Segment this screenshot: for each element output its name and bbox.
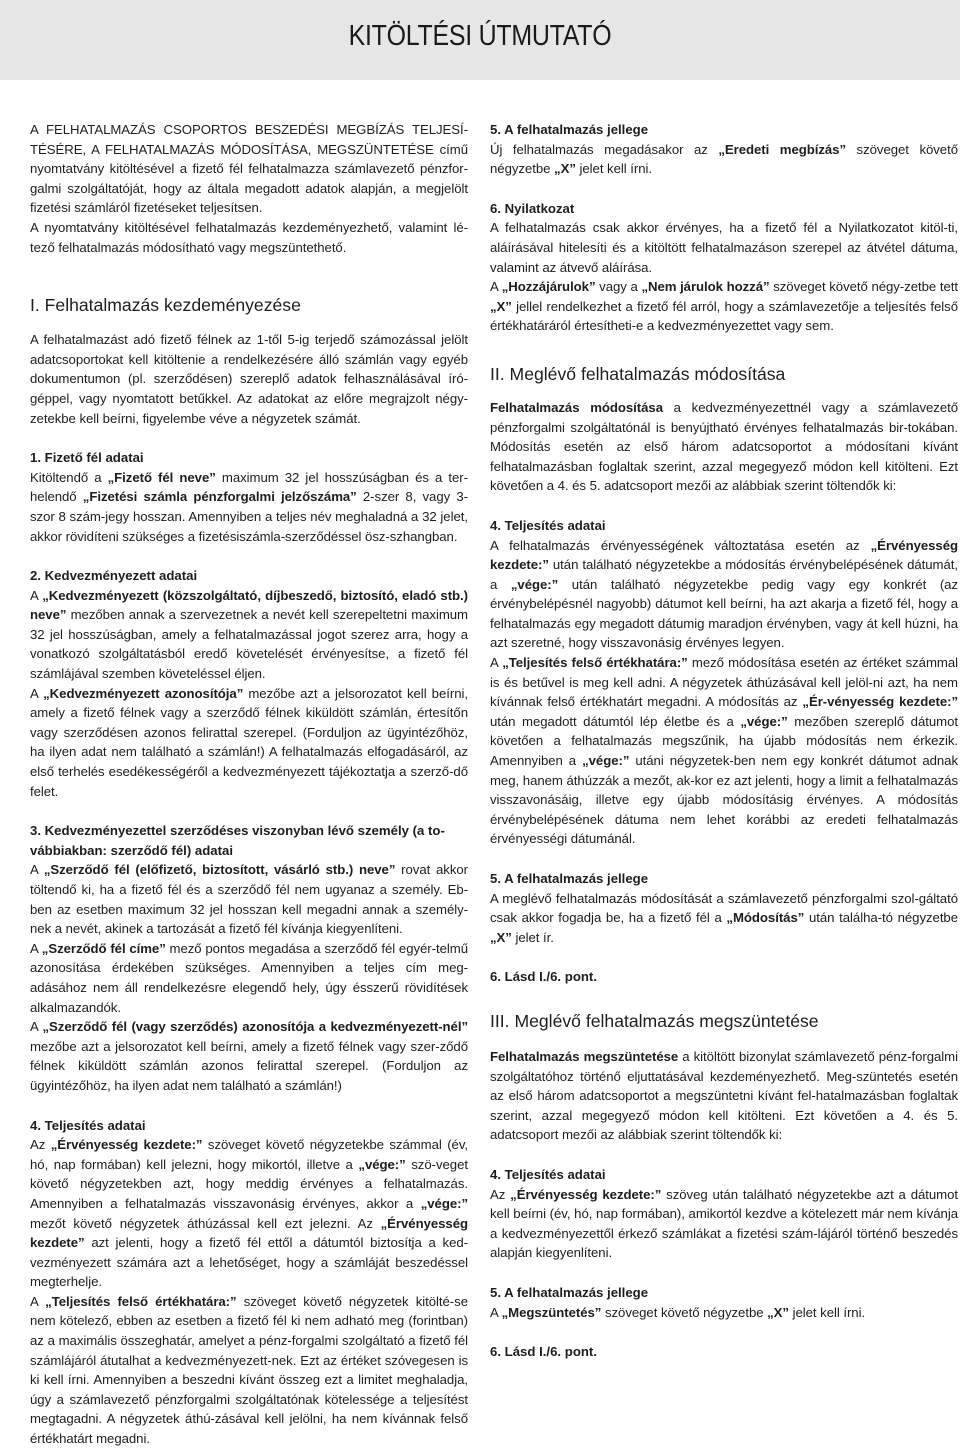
left-column	[30, 120, 468, 1449]
subsection-paragraph: Az „Érvényesség kezdete:” szöveget követő négyzetekbe számmal (év, hó, nap formában) kell jelezni, hogy mikortól, illetve a „vége:” szö-veget követő négyzetekben azt, hogy meddig érvényes a felhatalmazás. Amennyiben a felhatalmazás visszavonásig érvényes, akkor a „vége:” mezőt követő négyzetek áthúzással kell ezt jelezni. Az „Érvényesség kezdete” azt jelenti, hogy a fizető fél ettől a dátumtól biztosítja a ked-vezményezett számára azt a lehetőséget, hogy a számláját beszedéssel megterhelje.	[30, 1137, 469, 1290]
subsection-heading: 6. Lásd I./6. pont.	[490, 1344, 597, 1360]
subsection-heading: 4. Teljesítés adatai	[490, 1166, 606, 1182]
subsection-paragraph: Kitöltendő a „Fizető fél neve” maximum 32 jel hosszúságban és a ter-helendő „Fizetési számla pénzforgalmi jelzőszáma” 2-szer 8, vagy 3-szor 8 szám-jegy hosszan. Amennyiben a teljes név meghaladná a 32 jelet, akkor rövidíteni szükséges a fizetésiszámla-szerződéssel ösz-szhangban.	[30, 469, 468, 544]
subsection-paragraph: A „Kedvezményezett azonosítója” mezőbe azt a jelsorozatot kell beírni, amely a fizető félnek vagy a szerződő félnek kiküldött számlán, értesítőn vagy szerződésen azonos felirattal szerepel. (Forduljon az ügyintézőhöz, ha ilyen adat nem található a számlán!) A felhatalmazás elfogadásáról, az első terhelés esedékességéről a kedvezményezett tájékoztatja a szerző-dő felet.	[30, 685, 468, 799]
subsection-paragraph: A felhatalmazás csak akkor érvényes, ha a fizető fél a Nyilatkozatot kitöl-ti, aláírásával hitelesíti és a kitöltött felhatalmazáson szerepel az átvétel dátuma, valamint az átvevő aláírása.	[490, 220, 958, 275]
subsection-heading: 3. Kedvezményezettel szerződéses viszonyban lévő személy (a to-vábbiakban: szerződő fél) adatai	[30, 823, 445, 858]
page-title: KITÖLTÉSI ÚTMUTATÓ	[348, 20, 612, 52]
section-heading-megszuntetes: III. Meglévő felhatalmazás megszüntetése	[490, 1010, 819, 1031]
subsection-heading: 6. Nyilatkozat	[490, 200, 575, 216]
section-heading-kezdemenyezes: I. Felhatalmazás kezdeményezése	[30, 295, 301, 316]
subsection-heading: 4. Teljesítés adatai	[30, 1117, 146, 1133]
subsection-heading: 5. A felhatalmazás jellege	[490, 122, 649, 137]
subsection-heading: 5. A felhatalmazás jellege	[490, 1284, 649, 1300]
subsection-paragraph: A „Hozzájárulok” vagy a „Nem járulok hozzá” szöveget követő négy-zetbe tett „X” jellel rendelkezhet a fizető fél arról, hogy a számlavezetője a teljesítés felső értékhatáráról értesítheti-e a kedvezményezettet vagy sem.	[490, 279, 958, 334]
subsection-paragraph: A „Kedvezményezett (közszolgáltató, díjbeszedő, biztosító, eladó stb.) neve” mezőben annak a szervezetnek a nevét kell szerepeltetni maximum 32 jel hosszúságban, amely a felhatalmazással jogot szerez arra, hogy a vonatkozó szolgáltatásból eredő követelését érvényesítse, a fizető fél számlájával szemben követeléssel éljen.	[30, 587, 468, 682]
subsection-paragraph: A „Szerződő fél (vagy szerződés) azonosítója a kedvezményezett-nél” mezőbe azt a jelsorozatot kell beírni, amely a fizető félnek vagy szer-ződő félnek kiküldött számlán azonos felirattal szerepel. (Forduljon az ügyintézőhöz, ha ilyen adat nem található a számlán!)	[30, 1019, 468, 1093]
subsection-heading: 1. Fizető fél adatai	[30, 450, 144, 466]
section-paragraph: A felhatalmazást adó fizető félnek az 1-től 5-ig terjedő számozással jelölt adatcsoportokat kell kitöltenie a rendelkezésére álló számlán vagy egyéb dokumentumon (pl. szerződésen) szereplő adatok felhasználásával író-géppel, vagy nyomtatott betűkkel. Az adatokat az előre megrajzolt négy-zetekbe kell beírni, figyelembe véve a négyzetek számát.	[30, 332, 468, 426]
subsection-heading: 5. A felhatalmazás jellege	[490, 871, 649, 886]
subsection-paragraph: A felhatalmazás érvényességének változtatása esetén az „Érvényesség kezdete:” után található négyzetekbe a módosítás érvénybelépésének dátumát, a „vége:” után található négyzetekbe pedig vagy egy konkrét (az érvénybelépésnél nagyobb) dátumot kell beírni, ha azt akarja a fizető fél, hogy a felhatalmazás egy megadott dátumig maradjon érvényben, vagy át kell húzni, ha azt szeretné, hogy visszavonásig érvényes legyen.	[490, 537, 958, 651]
intro-paragraph: A FELHATALMAZÁS CSOPORTOS BESZEDÉSI MEGBÍZÁS TELJESÍ-TÉSÉRE, A FELHATALMAZÁS MÓDOSÍTÁSA, MEGSZÜNTETÉSE című nyomtatvány kitöltésével a fizető fél felhatalmazza számlavezető pénzfor-galmi szolgáltatóját, hogy az általa megadott adatok alapján, a megjelölt fizetési számláról fizetéseket teljesítsen.	[30, 122, 468, 216]
subsection-heading: 2. Kedvezményezett adatai	[30, 568, 198, 584]
subsection-paragraph: A „Szerződő fél (előfizető, biztosított, vásárló stb.) neve” rovat akkor töltendő ki, ha a fizető fél és a szerződő fél nem ugyanaz a személy. Eb-ben az esetben maximum 32 jel hosszan kell megadni annak a személy-nek a nevét, akinek a tartozását a fizető fél kívánja kiegyenlíteni.	[30, 862, 469, 937]
subsection-paragraph: A meglévő felhatalmazás módosítását a számlavezető pénzforgalmi szol-gáltató csak akkor fogadja be, ha a fizető fél a „Módosítás” után találha-tó négyzetbe „X” jelet ír.	[490, 890, 958, 945]
section-paragraph: Felhatalmazás megszüntetése a kitöltött bizonylat számlavezető pénz-forgalmi szolgáltatóhoz történő eljuttatásával kezdeményezhető. Meg-szüntetés esetén az első három adatcsoportot a megszüntetni kívánt fel-hatalmazásban foglaltak szerint, azzal megegyező módon kell kitölteni. Ezt követően a 4. és 5. adatcsoport mezői az alábbiak szerint töltendők ki:	[490, 1048, 959, 1143]
subsection-paragraph: Új felhatalmazás megadásakor az „Eredeti megbízás” szöveget követő négyzetbe „X” jelet kell írni.	[490, 141, 958, 177]
subsection-paragraph: A „Megszüntetés” szöveget követő négyzetbe „X” jelet kell írni.	[490, 1304, 866, 1320]
section-heading-modositas: II. Meglévő felhatalmazás módosítása	[490, 363, 786, 384]
subsection-paragraph: A „Szerződő fél címe” mező pontos megadása a szerződő fél egyér-telmű azonosítása érdekében szükséges. Amennyiben a teljes cím meg-adásához nem áll rendelkezésre elegendő hely, úgy ésszerű rövidítések alkalmazandók.	[30, 940, 468, 1015]
subsection-paragraph: Az „Érvényesség kezdete:” szöveg után található négyzetekbe azt a dátumot kell beírni (év, hó, nap formában), amikortól kezdve a kötelezett már nem kívánja a kedvezményezettől érkező számlákat a fizetési szám-lájáról történő beszedés alapján kiegyenlíteni.	[490, 1186, 958, 1261]
subsection-heading: 6. Lásd I./6. pont.	[490, 969, 597, 985]
section-paragraph: Felhatalmazás módosítása a kedvezményezettnél vagy a számlavezető pénzforgalmi szolgáltatónál is benyújtható érvényes felhatalmazás bir-tokában. Módosítás esetén az első három adatcsoportot a módosítani kívánt felhatalmazásban foglaltak szerint, azzal megegyező módon kell kitölteni. Ezt követően a 4. és 5. adatcsoport mezői az alábbiak szerint töltendők ki:	[490, 399, 959, 494]
intro-paragraph-2: A nyomtatvány kitöltésével felhatalmazás kezdeményezhető, valamint lé-tező felhatalmazás módosítható vagy megszüntethető.	[30, 219, 468, 255]
subsection-heading: 4. Teljesítés adatai	[490, 517, 606, 533]
right-column	[490, 120, 958, 1362]
subsection-paragraph: A „Teljesítés felső értékhatára:” mező módosítása esetén az értéket számmal is és betűvel is meg kell adni. A négyzetek áthúzásával kell jelöl-ni azt, ha nem kívánnak felső értékhatárt megadni. A módosítás az „Ér-vényesség kezdete:” után megadott dátumtól lép életbe és a „vége:” mezőben szereplő dátumot követően a felhatalmazás megszűnik, ha újabb módosítás nem érkezik. Amennyiben a „vége:” utáni négyzetek-ben nem egy konkrét dátumot adnak meg, hanem áthúzzák a mezőt, ak-kor ez azt jelenti, hogy a limit a felhatalmazás visszavonásáig, illetve egy újabb módosításig érvényes. A módosítás érvénybelépésének dátuma nem lehet korábbi az eredeti felhatalmazás érvényességi dátumánál.	[490, 655, 958, 847]
subsection-paragraph: A „Teljesítés felső értékhatára:” szöveget követő négyzetek kitölté-se nem kötelező, ebben az esetben a fizető fél ki nem adható meg (forintban) az a maximális összeghatár, amelyet a pénz-forgalmi szolgáltató a fizető fél számlájáról átutalhat a kedvezményezett-nek. Ezt az értéket szóvegesen is ki kell írni. Amennyiben a beszedni kívánt összeg ezt a limitet meghaladja, úgy a számlavezető pénzforgalmi szolgáltatónak kötelessége a teljesítést megtagadni. A négyzetek áthú-zásával kell jelölni, ha nem kívánnak felső értékhatárt megadni.	[30, 1293, 468, 1447]
